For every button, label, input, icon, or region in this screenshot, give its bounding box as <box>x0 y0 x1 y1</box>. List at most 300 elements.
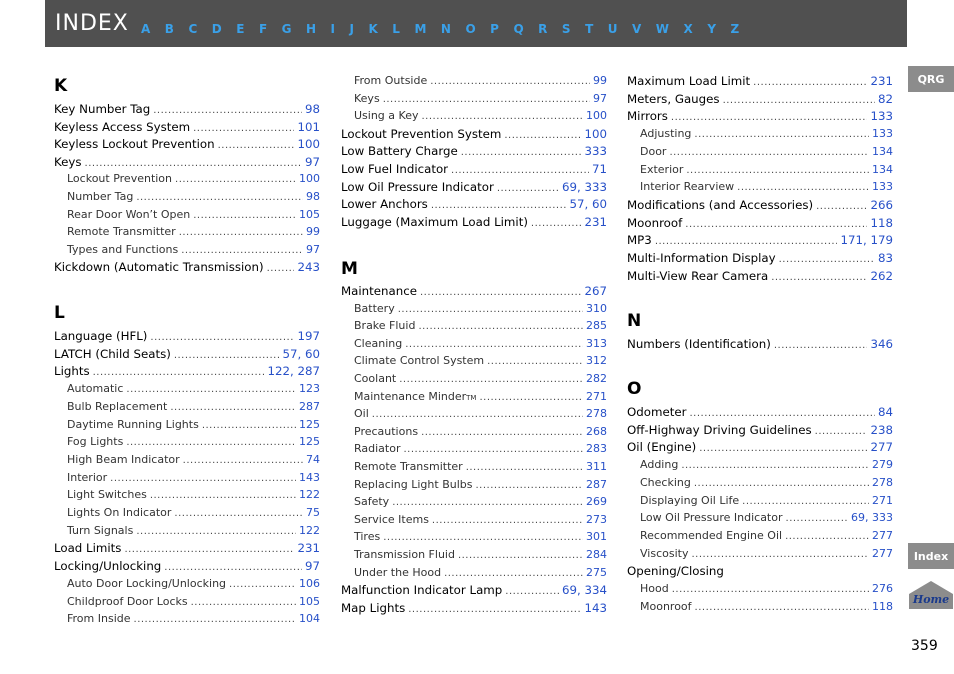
page-link[interactable]: 279 <box>872 458 893 472</box>
index-subentry <box>67 172 320 189</box>
leader-dots <box>150 490 296 501</box>
leader-dots <box>669 147 869 158</box>
index-entry <box>627 74 893 91</box>
leader-dots <box>164 562 302 573</box>
letter-link-q[interactable]: Q <box>513 22 524 36</box>
entry-term: Low Fuel Indicator <box>341 162 449 176</box>
index-subentry <box>67 190 320 207</box>
entry-term: Numbers (Identification) <box>627 337 771 351</box>
leader-dots <box>85 158 302 169</box>
entry-term: Adding <box>640 458 679 472</box>
page-link[interactable]: 277 <box>872 528 893 542</box>
leader-dots <box>183 455 303 466</box>
leader-dots <box>181 245 303 256</box>
index-subentry <box>354 319 607 336</box>
leader-dots <box>655 236 838 247</box>
index-entry <box>627 216 893 233</box>
entry-term: Checking <box>640 475 691 489</box>
index-subentry <box>354 495 607 512</box>
entry-term: Keyless Access System <box>54 119 191 134</box>
entry-term: Multi-Information Display <box>627 251 776 265</box>
page-link[interactable]: 100 <box>297 137 320 152</box>
entry-term: Brake Fluid <box>354 319 416 333</box>
leader-dots <box>505 586 559 597</box>
leader-dots <box>392 497 583 508</box>
leader-dots <box>191 597 296 608</box>
index-entry <box>54 120 320 137</box>
home-icon <box>908 580 954 610</box>
entry-term: Interior <box>67 470 108 484</box>
entry-term: Map Lights <box>341 600 406 615</box>
page-link[interactable]: 143 <box>299 470 320 484</box>
letter-link-j[interactable]: J <box>349 22 354 36</box>
letter-link-l[interactable]: L <box>392 22 400 36</box>
page-link[interactable]: 282 <box>586 372 607 385</box>
letter-link-k[interactable]: K <box>368 22 378 36</box>
leader-dots <box>815 426 868 437</box>
entry-term: Light Switches <box>67 488 147 502</box>
page-link[interactable]: 82 <box>877 91 893 106</box>
entry-term: Key Number Tag <box>54 102 151 116</box>
leader-dots <box>174 350 280 361</box>
leader-dots <box>174 508 303 519</box>
index-subentry <box>67 453 320 470</box>
entry-term: Automatic <box>67 382 124 396</box>
entry-term: Lockout Prevention System <box>341 126 502 141</box>
leader-dots <box>694 478 869 489</box>
page-link[interactable]: 123 <box>299 382 320 396</box>
index-subentry <box>640 458 893 475</box>
leader-dots <box>461 147 582 158</box>
page-link[interactable]: 98 <box>306 190 320 203</box>
letter-link-a[interactable]: A <box>141 22 151 36</box>
entry-term: Keyless Lockout Prevention <box>54 137 215 152</box>
page-link[interactable]: 69, 333 <box>851 511 893 525</box>
index-entry <box>627 198 893 215</box>
page-link[interactable]: 125 <box>299 435 320 449</box>
page-link[interactable]: 276 <box>872 582 893 595</box>
leader-dots <box>202 420 296 431</box>
entry-term: Adjusting <box>640 127 692 141</box>
index-subentry <box>67 595 320 612</box>
section-heading-k: K <box>54 76 68 96</box>
index-entry <box>341 284 607 301</box>
leader-dots <box>267 263 295 274</box>
index-subentry <box>354 92 607 109</box>
leader-dots <box>681 460 869 471</box>
entry-term: Transmission Fluid <box>354 548 455 561</box>
index-entry <box>341 583 607 600</box>
entry-term: Remote Transmitter <box>354 460 463 473</box>
page-link[interactable]: 118 <box>872 599 893 613</box>
index-subentry <box>67 577 320 594</box>
leader-dots <box>136 192 303 203</box>
index-subentry <box>354 302 607 319</box>
page-link[interactable]: 100 <box>299 172 320 186</box>
entry-term: Modifications (and Accessories) <box>627 197 814 212</box>
page-link[interactable]: 271 <box>586 389 607 403</box>
entry-term: Auto Door Locking/Unlocking <box>67 576 227 590</box>
entry-term: Lights <box>54 364 90 379</box>
entry-term: From Inside <box>67 612 131 626</box>
index-entry <box>627 423 893 440</box>
letter-link-w[interactable]: W <box>655 22 670 36</box>
page-link[interactable]: 284 <box>586 548 607 561</box>
leader-dots <box>404 444 584 455</box>
page-link[interactable]: 283 <box>586 442 607 456</box>
index-entry <box>627 251 893 268</box>
page-link[interactable]: 278 <box>586 407 607 421</box>
leader-dots <box>431 200 567 211</box>
page-link[interactable]: 122 <box>299 523 320 537</box>
leader-dots <box>689 408 875 419</box>
leader-dots <box>430 76 590 87</box>
page-link[interactable]: 97 <box>304 154 320 169</box>
page-link[interactable]: 133 <box>870 109 893 124</box>
leader-dots <box>479 392 583 403</box>
index-subentry <box>354 425 607 442</box>
index-entry <box>54 364 320 381</box>
index-entry <box>341 197 607 214</box>
index-subentry <box>67 612 320 629</box>
leader-dots <box>372 409 583 420</box>
letter-link-f[interactable]: F <box>258 22 268 36</box>
entry-term: Cleaning <box>354 336 403 350</box>
page-link[interactable]: 99 <box>593 74 607 87</box>
leader-dots <box>771 272 867 283</box>
index-subentry <box>354 407 607 424</box>
leader-dots <box>686 165 869 176</box>
leader-dots <box>150 332 294 343</box>
index-entry <box>627 564 893 581</box>
entry-term: Door <box>640 144 667 158</box>
entry-term: Locking/Unlocking <box>54 559 162 574</box>
leader-dots <box>229 579 296 590</box>
page-link[interactable]: 105 <box>299 207 320 221</box>
page-link[interactable]: 125 <box>299 417 320 431</box>
page-link[interactable]: 312 <box>586 354 607 368</box>
page-link[interactable]: 267 <box>584 284 607 298</box>
entry-term: Using a Key <box>354 109 419 123</box>
page-link[interactable]: 57, 60 <box>569 197 607 212</box>
page-link[interactable]: 97 <box>306 242 320 256</box>
leader-dots <box>753 77 867 88</box>
entry-term: Lights On Indicator <box>67 506 172 519</box>
index-subentry <box>640 180 893 197</box>
entry-term: From Outside <box>354 74 428 87</box>
leader-dots <box>779 254 875 265</box>
entry-term: Under the Hood <box>354 565 442 579</box>
leader-dots <box>399 374 583 385</box>
page-link[interactable]: 101 <box>297 119 320 134</box>
index-entry <box>54 329 320 346</box>
entry-term: Moonroof <box>640 599 692 613</box>
page-link[interactable]: 122, 287 <box>267 364 320 379</box>
letter-link-o[interactable]: O <box>465 22 476 36</box>
entry-term: High Beam Indicator <box>67 452 180 466</box>
letter-link-g[interactable]: G <box>281 22 292 36</box>
leader-dots <box>126 437 296 448</box>
letter-link-v[interactable]: V <box>632 22 642 36</box>
page-link[interactable]: 310 <box>586 301 607 315</box>
page-link[interactable]: 269 <box>586 495 607 509</box>
index-entry <box>627 337 893 354</box>
index-entry <box>54 137 320 154</box>
header-bar <box>45 0 907 47</box>
index-subentry <box>354 354 607 371</box>
leader-dots <box>421 427 583 438</box>
entry-term: Number Tag <box>67 190 134 203</box>
letter-link-r[interactable]: R <box>538 22 548 36</box>
page-link[interactable]: 243 <box>297 260 320 275</box>
index-subentry <box>67 382 320 399</box>
page-link[interactable]: 266 <box>870 197 893 212</box>
entry-term: Battery <box>354 301 395 315</box>
entry-term: Moonroof <box>627 215 683 230</box>
index-subentry <box>640 494 893 511</box>
entry-term: Replacing Light Bulbs <box>354 477 473 491</box>
entry-term: LATCH (Child Seats) <box>54 346 171 361</box>
leader-dots <box>504 130 581 141</box>
section-heading-o: O <box>627 379 642 399</box>
entry-term: Precautions <box>354 424 419 438</box>
entry-term: Viscosity <box>640 546 689 560</box>
page-link[interactable]: 100 <box>586 109 607 123</box>
leader-dots <box>671 112 868 123</box>
page-link[interactable]: 118 <box>870 215 893 230</box>
index-subentry <box>640 582 893 599</box>
alphabet-nav <box>141 22 754 36</box>
page-link[interactable]: 275 <box>586 565 607 579</box>
leader-dots <box>124 544 294 555</box>
index-subentry <box>354 442 607 459</box>
page-link[interactable]: 100 <box>584 126 607 141</box>
leader-dots <box>458 550 583 561</box>
page-link[interactable]: 346 <box>870 337 893 351</box>
index-subentry <box>67 488 320 505</box>
qrg-button[interactable]: QRG <box>908 66 954 92</box>
page-link[interactable]: 271 <box>872 493 893 507</box>
entry-term: Meters, Gauges <box>627 91 720 106</box>
entry-term: Off-Highway Driving Guidelines <box>627 422 812 437</box>
leader-dots <box>786 513 848 524</box>
entry-term: Low Oil Pressure Indicator <box>341 179 494 194</box>
page-link[interactable]: 285 <box>586 319 607 333</box>
index-button[interactable]: Index <box>908 543 954 569</box>
page-link[interactable]: 97 <box>593 91 607 105</box>
letter-link-x[interactable]: X <box>683 22 693 36</box>
leader-dots <box>408 604 581 615</box>
index-subentry <box>354 337 607 354</box>
page-link[interactable]: 134 <box>872 162 893 176</box>
page-link[interactable]: 278 <box>872 475 893 489</box>
page-link[interactable]: 105 <box>299 594 320 608</box>
leader-dots <box>126 384 296 395</box>
leader-dots <box>405 339 583 350</box>
index-entry <box>341 180 607 197</box>
leader-dots <box>785 531 869 542</box>
index-subentry <box>67 471 320 488</box>
page-link[interactable]: 333 <box>584 144 607 159</box>
page-link[interactable]: 143 <box>584 600 607 615</box>
page-link[interactable]: 197 <box>297 329 320 343</box>
entry-term: Fog Lights <box>67 435 124 449</box>
page-number: 359 <box>911 638 938 654</box>
entry-term: Types and Functions <box>67 242 179 256</box>
leader-dots <box>444 568 583 579</box>
page-link[interactable]: 301 <box>586 530 607 544</box>
page-link[interactable]: 122 <box>299 488 320 502</box>
entry-term: Service Items <box>354 512 429 526</box>
page-link[interactable]: 277 <box>872 546 893 560</box>
page-link[interactable]: 231 <box>297 541 320 556</box>
leader-dots <box>134 614 296 625</box>
entry-term: Kickdown (Automatic Transmission) <box>54 260 264 275</box>
page-link[interactable]: 268 <box>586 424 607 438</box>
index-subentry <box>67 506 320 523</box>
letter-link-c[interactable]: C <box>188 22 198 36</box>
entry-term: Keys <box>54 154 82 169</box>
letter-link-m[interactable]: M <box>414 22 427 36</box>
letter-link-b[interactable]: B <box>164 22 174 36</box>
page-link[interactable]: 83 <box>877 251 893 265</box>
page-link[interactable]: 99 <box>306 225 320 239</box>
index-subentry <box>354 460 607 477</box>
leader-dots <box>175 174 296 185</box>
letter-link-u[interactable]: U <box>607 22 618 36</box>
page-link[interactable]: 84 <box>877 405 893 419</box>
entry-term: Maintenance Minder <box>354 389 467 403</box>
page-link[interactable]: 104 <box>299 612 320 626</box>
index-subentry <box>640 600 893 617</box>
entry-term: Malfunction Indicator Lamp <box>341 583 503 598</box>
index-entry <box>54 155 320 172</box>
index-entry <box>341 162 607 179</box>
leader-dots <box>383 532 583 543</box>
entry-term: Multi-View Rear Camera <box>627 268 769 283</box>
letter-link-n[interactable]: N <box>440 22 451 36</box>
page-link[interactable]: 71 <box>591 162 607 176</box>
leader-dots <box>497 183 559 194</box>
page-link[interactable]: 311 <box>586 460 607 473</box>
entry-term: Climate Control System <box>354 354 485 368</box>
leader-dots <box>383 94 590 105</box>
page-link[interactable]: 69, 334 <box>561 583 607 598</box>
letter-link-y[interactable]: Y <box>707 22 717 36</box>
index-subentry <box>640 163 893 180</box>
letter-link-t[interactable]: T <box>585 22 594 36</box>
page-link[interactable]: 313 <box>586 336 607 350</box>
leader-dots <box>218 140 295 151</box>
leader-dots <box>179 227 303 238</box>
index-subentry <box>67 243 320 260</box>
index-entry <box>54 541 320 558</box>
page-link[interactable]: 238 <box>870 422 893 437</box>
entry-term: Luggage (Maximum Load Limit) <box>341 214 528 229</box>
page-link[interactable]: 262 <box>870 268 893 283</box>
page-link[interactable]: 69, 333 <box>561 179 607 194</box>
index-entry <box>341 127 607 144</box>
index-subentry <box>354 566 607 583</box>
leader-dots <box>531 218 582 229</box>
leader-dots <box>420 287 581 298</box>
page-link[interactable]: 277 <box>870 440 893 455</box>
page-link[interactable]: 74 <box>306 452 320 466</box>
section-heading-n: N <box>627 311 642 331</box>
letter-link-h[interactable]: H <box>306 22 317 36</box>
leader-dots <box>418 321 583 332</box>
index-subentry <box>354 513 607 530</box>
page-link[interactable]: 75 <box>306 506 320 519</box>
page-link[interactable]: 57, 60 <box>282 346 320 361</box>
page-link[interactable]: 231 <box>584 214 607 229</box>
letter-link-s[interactable]: S <box>561 22 571 36</box>
entry-term: Turn Signals <box>67 523 134 537</box>
leader-dots <box>110 473 296 484</box>
leader-dots <box>672 584 869 595</box>
page-link[interactable]: 98 <box>304 102 320 116</box>
entry-term: Lower Anchors <box>341 197 428 212</box>
leader-dots <box>170 402 296 413</box>
entry-term: Safety <box>354 495 390 509</box>
index-subentry <box>354 372 607 389</box>
leader-dots <box>476 480 584 491</box>
index-subentry <box>354 390 607 407</box>
index-entry <box>54 102 320 119</box>
page-link[interactable]: 171, 179 <box>840 233 893 248</box>
entry-term: Exterior <box>640 162 684 176</box>
index-subentry <box>354 109 607 126</box>
index-subentry <box>67 524 320 541</box>
leader-dots <box>432 515 583 526</box>
index-entry <box>627 440 893 457</box>
letter-link-p[interactable]: P <box>490 22 499 36</box>
page-link[interactable]: 133 <box>872 127 893 141</box>
leader-dots <box>691 549 869 560</box>
entry-term: Tires <box>354 530 381 544</box>
letter-link-e[interactable]: E <box>236 22 245 36</box>
index-entry <box>627 405 893 422</box>
leader-dots <box>153 105 302 116</box>
index-entry <box>341 601 607 618</box>
index-entry <box>54 347 320 364</box>
leader-dots <box>487 356 583 367</box>
section-heading-m: M <box>341 259 358 279</box>
page-link[interactable]: 287 <box>586 477 607 491</box>
letter-link-z[interactable]: Z <box>730 22 740 36</box>
entry-term: Mirrors <box>627 109 668 124</box>
home-button[interactable] <box>908 580 954 610</box>
page-link[interactable]: 134 <box>872 144 893 158</box>
page-link[interactable]: 287 <box>299 399 320 413</box>
svg-text:Home: Home <box>912 593 950 606</box>
index-entry <box>627 269 893 286</box>
leader-dots <box>421 111 583 122</box>
letter-link-d[interactable]: D <box>211 22 222 36</box>
page-link[interactable]: 106 <box>299 576 320 590</box>
page-link[interactable]: 231 <box>870 74 893 88</box>
index-subentry <box>640 529 893 546</box>
entry-term: Opening/Closing <box>627 564 724 579</box>
page-link[interactable]: 97 <box>304 559 320 574</box>
index-subentry <box>67 400 320 417</box>
page-link[interactable]: 273 <box>586 512 607 526</box>
leader-dots <box>699 443 867 454</box>
letter-link-i[interactable]: I <box>330 22 336 36</box>
index-entry <box>341 144 607 161</box>
page-link[interactable]: 133 <box>872 180 893 194</box>
leader-dots <box>398 304 583 315</box>
